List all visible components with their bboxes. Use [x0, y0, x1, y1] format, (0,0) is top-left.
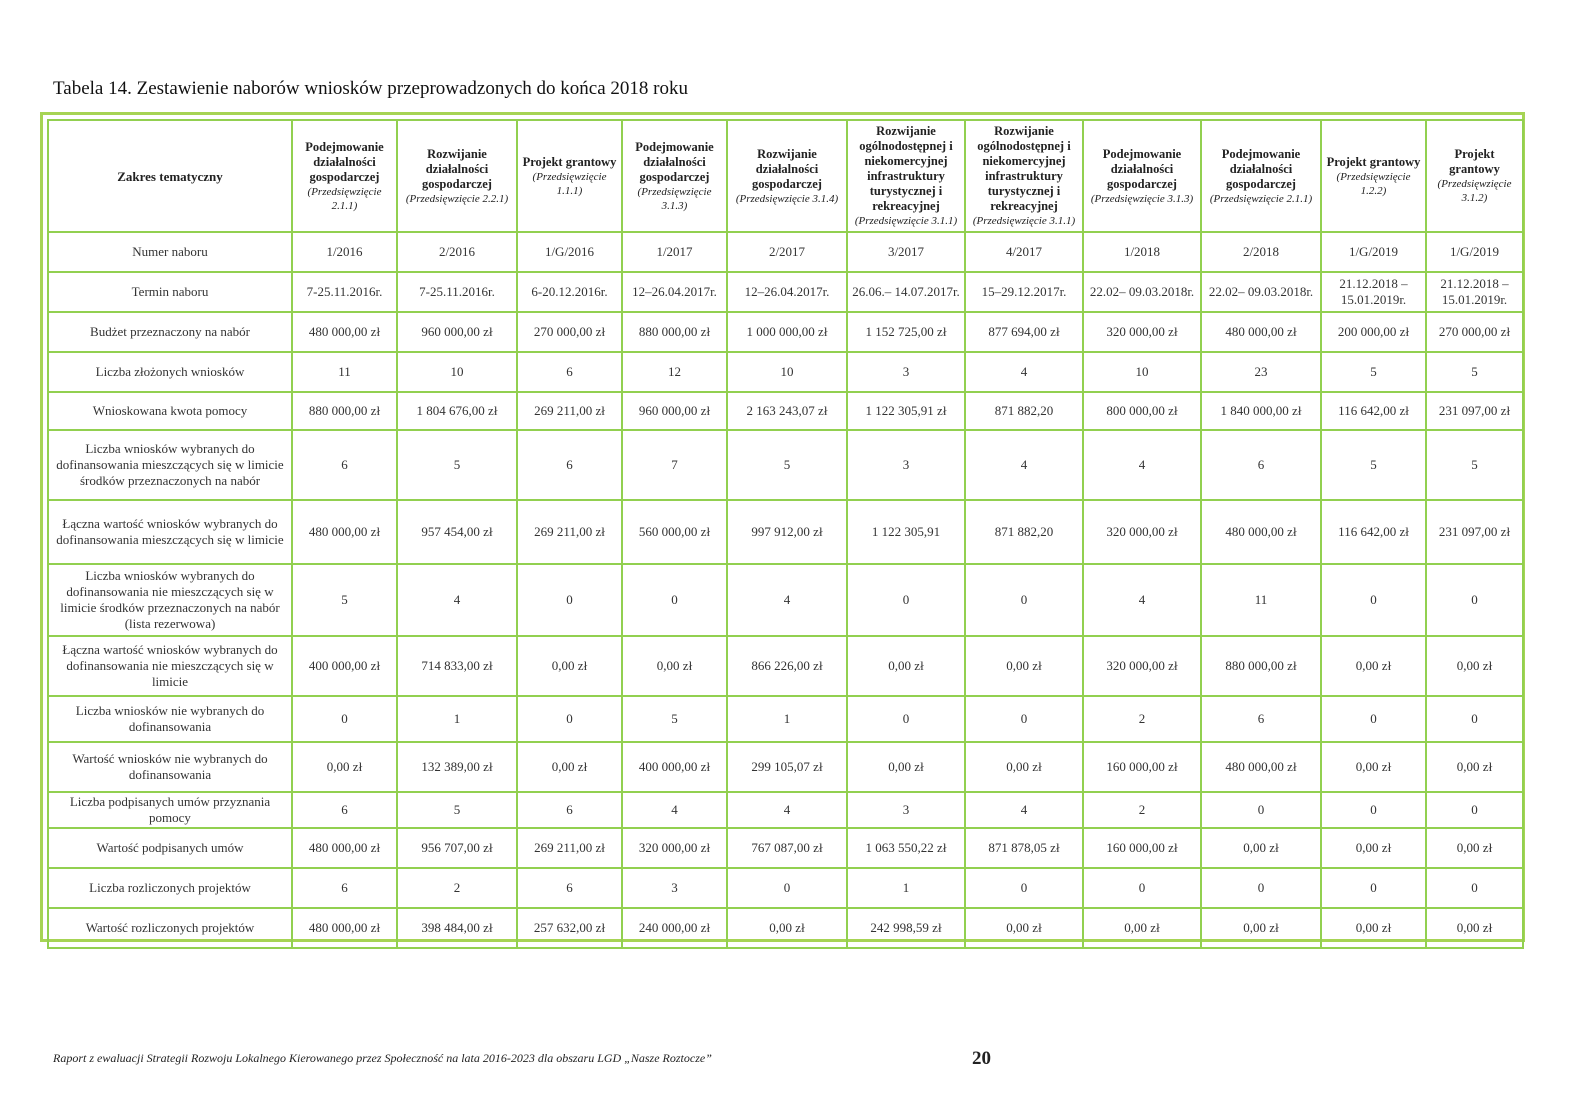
column-header: [292, 120, 397, 232]
column-header-title: Podejmowanie działalności gospodarczej: [1221, 146, 1301, 191]
column-header-title: Rozwijanie działalności gospodarczej: [422, 146, 492, 191]
table-cell: 5: [1321, 430, 1426, 500]
table-cell: 0: [1426, 868, 1523, 908]
table-cell: 5: [1426, 430, 1523, 500]
table-cell: 0: [1426, 564, 1523, 636]
table-row: [48, 908, 1523, 948]
table-cell: 0: [1321, 792, 1426, 828]
table-cell: 956 707,00 zł: [397, 828, 517, 868]
column-header: [517, 120, 622, 232]
table-cell: 11: [1201, 564, 1321, 636]
table-cell: 880 000,00 zł: [292, 392, 397, 430]
table-cell: 5: [397, 430, 517, 500]
table-cell: 6: [517, 430, 622, 500]
table-cell: 21.12.2018 – 15.01.2019r.: [1426, 272, 1523, 312]
table-cell: 116 642,00 zł: [1321, 392, 1426, 430]
table-cell: 0: [965, 868, 1083, 908]
table-cell: 1 804 676,00 zł: [397, 392, 517, 430]
row-label: Numer naboru: [48, 232, 292, 272]
table-row: [48, 392, 1523, 430]
table-cell: 957 454,00 zł: [397, 500, 517, 564]
table-cell: 299 105,07 zł: [727, 742, 847, 792]
table-cell: 767 087,00 zł: [727, 828, 847, 868]
table-cell: 1 122 305,91 zł: [847, 392, 965, 430]
table-cell: 7: [622, 430, 727, 500]
table-cell: 2/2016: [397, 232, 517, 272]
table-cell: 200 000,00 zł: [1321, 312, 1426, 352]
table-cell: 1 122 305,91: [847, 500, 965, 564]
table-row: [48, 272, 1523, 312]
table-row: [48, 352, 1523, 392]
table-cell: 880 000,00 zł: [622, 312, 727, 352]
table-cell: 0: [1083, 868, 1201, 908]
table-cell: 0,00 zł: [847, 742, 965, 792]
table-cell: 800 000,00 zł: [1083, 392, 1201, 430]
table-cell: 4: [1083, 430, 1201, 500]
table-cell: 0,00 zł: [1426, 742, 1523, 792]
table-cell: 871 882,20: [965, 500, 1083, 564]
table-cell: 320 000,00 zł: [1083, 636, 1201, 696]
table-cell: 480 000,00 zł: [292, 500, 397, 564]
table-cell: 880 000,00 zł: [1201, 636, 1321, 696]
table-cell: 0: [1321, 696, 1426, 742]
table-cell: 0,00 zł: [727, 908, 847, 948]
table-cell: 0,00 zł: [1321, 908, 1426, 948]
table-cell: 400 000,00 zł: [622, 742, 727, 792]
table-cell: 5: [727, 430, 847, 500]
table-cell: 132 389,00 zł: [397, 742, 517, 792]
table-cell: 0,00 zł: [517, 742, 622, 792]
table-cell: 12–26.04.2017r.: [727, 272, 847, 312]
table-row: [48, 696, 1523, 742]
recruitment-table: [47, 119, 1524, 949]
table-caption: Tabela 14. Zestawienie naborów wniosków przeprowadzonych do końca 2018 roku: [53, 78, 688, 99]
table-cell: 269 211,00 zł: [517, 500, 622, 564]
table-cell: 10: [1083, 352, 1201, 392]
table-row: [48, 868, 1523, 908]
table-cell: 2/2018: [1201, 232, 1321, 272]
table-cell: 871 882,20: [965, 392, 1083, 430]
table-cell: 997 912,00 zł: [727, 500, 847, 564]
table-cell: 4: [622, 792, 727, 828]
table-cell: 5: [397, 792, 517, 828]
table-cell: 12: [622, 352, 727, 392]
table-cell: 242 998,59 zł: [847, 908, 965, 948]
table-cell: 1/G/2016: [517, 232, 622, 272]
table-cell: 6: [1201, 430, 1321, 500]
table-cell: 0,00 zł: [1201, 828, 1321, 868]
column-header-subtitle: (Przedsięwzięcie 3.1.1): [854, 215, 958, 227]
row-label: Wnioskowana kwota pomocy: [48, 392, 292, 430]
table-cell: 2 163 243,07 zł: [727, 392, 847, 430]
table-cell: 1 152 725,00 zł: [847, 312, 965, 352]
column-header-subtitle: (Przedsięwzięcie 3.1.4): [735, 192, 839, 205]
row-label: Liczba wniosków wybranych do dofinansowania mieszczących się w limicie środków przeznaczonych na nabór: [48, 430, 292, 500]
table-cell: 22.02– 09.03.2018r.: [1083, 272, 1201, 312]
header-row: [48, 120, 1523, 232]
table-cell: 0,00 zł: [1426, 828, 1523, 868]
table-cell: 231 097,00 zł: [1426, 392, 1523, 430]
table-cell: 7-25.11.2016r.: [397, 272, 517, 312]
table-cell: 877 694,00 zł: [965, 312, 1083, 352]
table-cell: 0: [847, 564, 965, 636]
row-label: Termin naboru: [48, 272, 292, 312]
column-header: [965, 120, 1083, 232]
table-cell: 0,00 zł: [517, 636, 622, 696]
table-cell: 871 878,05 zł: [965, 828, 1083, 868]
page-number: 20: [972, 1048, 991, 1069]
table-cell: 2/2017: [727, 232, 847, 272]
table-cell: 3/2017: [847, 232, 965, 272]
column-header: [622, 120, 727, 232]
table-cell: 960 000,00 zł: [397, 312, 517, 352]
table-cell: 0: [965, 696, 1083, 742]
table-row: [48, 500, 1523, 564]
table-cell: 6: [517, 352, 622, 392]
table-cell: 480 000,00 zł: [1201, 312, 1321, 352]
column-header-title: Projekt grantowy: [522, 154, 617, 169]
table-row: [48, 430, 1523, 500]
table-cell: 398 484,00 zł: [397, 908, 517, 948]
column-header: [727, 120, 847, 232]
table-frame: [40, 112, 1525, 942]
column-header-title: Rozwijanie ogólnodostępnej i niekomercyjnej infrastruktury turystycznej i rekreacyjnej: [859, 124, 953, 213]
table-row: [48, 742, 1523, 792]
table-cell: 320 000,00 zł: [1083, 312, 1201, 352]
table-cell: 1/G/2019: [1321, 232, 1426, 272]
table-cell: 0,00 zł: [1321, 828, 1426, 868]
table-cell: 0: [847, 696, 965, 742]
table-row: [48, 564, 1523, 636]
table-cell: 0,00 zł: [1426, 636, 1523, 696]
table-cell: 240 000,00 zł: [622, 908, 727, 948]
table-cell: 1/2016: [292, 232, 397, 272]
column-header-title: Podejmowanie działalności gospodarczej: [1102, 146, 1182, 191]
table-cell: 3: [847, 352, 965, 392]
table-cell: 1: [397, 696, 517, 742]
table-row: [48, 792, 1523, 828]
column-header-title: Rozwijanie ogólnodostępnej i niekomercyjnej infrastruktury turystycznej i rekreacyjnej: [977, 124, 1071, 213]
table-cell: 0: [622, 564, 727, 636]
table-cell: 4: [397, 564, 517, 636]
column-header-title: Podejmowanie działalności gospodarczej: [305, 139, 384, 184]
column-header: [847, 120, 965, 232]
table-cell: 1: [847, 868, 965, 908]
table-cell: 0: [1201, 792, 1321, 828]
row-label: Budżet przeznaczony na nabór: [48, 312, 292, 352]
column-header: [1426, 120, 1523, 232]
column-header-subtitle: (Przedsięwzięcie 3.1.2): [1437, 178, 1512, 204]
table-cell: 6: [517, 868, 622, 908]
table-cell: 6: [1201, 696, 1321, 742]
table-cell: 0: [965, 564, 1083, 636]
table-cell: 160 000,00 zł: [1083, 742, 1201, 792]
table-cell: 26.06.– 14.07.2017r.: [847, 272, 965, 312]
table-cell: 480 000,00 zł: [1201, 500, 1321, 564]
table-cell: 5: [1426, 352, 1523, 392]
table-cell: 1 063 550,22 zł: [847, 828, 965, 868]
table-row: [48, 636, 1523, 696]
table-cell: 4/2017: [965, 232, 1083, 272]
table-cell: 0: [292, 696, 397, 742]
column-header-title: Rozwijanie działalności gospodarczej: [752, 146, 822, 191]
table-cell: 0: [517, 564, 622, 636]
column-header: [397, 120, 517, 232]
row-label: Wartość wniosków nie wybranych do dofinansowania: [48, 742, 292, 792]
table-cell: 0,00 zł: [1201, 908, 1321, 948]
table-cell: 3: [847, 430, 965, 500]
table-cell: 270 000,00 zł: [1426, 312, 1523, 352]
table-cell: 6: [292, 792, 397, 828]
table-cell: 0,00 zł: [292, 742, 397, 792]
table-cell: 560 000,00 zł: [622, 500, 727, 564]
column-header-zakres: Zakres tematyczny: [48, 120, 292, 232]
table-cell: 3: [847, 792, 965, 828]
table-cell: 0: [517, 696, 622, 742]
table-cell: 23: [1201, 352, 1321, 392]
table-cell: 257 632,00 zł: [517, 908, 622, 948]
table-cell: 21.12.2018 – 15.01.2019r.: [1321, 272, 1426, 312]
table-cell: 5: [292, 564, 397, 636]
row-label: Łączna wartość wniosków wybranych do dofinansowania mieszczących się w limicie: [48, 500, 292, 564]
column-header-title: Projekt grantowy: [1449, 147, 1500, 176]
table-cell: 269 211,00 zł: [517, 392, 622, 430]
table-body: [48, 232, 1523, 948]
table-cell: 0,00 zł: [622, 636, 727, 696]
column-header-subtitle: (Przedsięwzięcie 2.1.1): [307, 185, 382, 212]
table-cell: 269 211,00 zł: [517, 828, 622, 868]
table-cell: 160 000,00 zł: [1083, 828, 1201, 868]
table-cell: 4: [965, 792, 1083, 828]
table-cell: 231 097,00 zł: [1426, 500, 1523, 564]
table-cell: 6: [517, 792, 622, 828]
table-cell: 866 226,00 zł: [727, 636, 847, 696]
table-cell: 1/G/2019: [1426, 232, 1523, 272]
table-row: [48, 232, 1523, 272]
table-cell: 4: [727, 564, 847, 636]
table-cell: 22.02– 09.03.2018r.: [1201, 272, 1321, 312]
table-cell: 4: [965, 430, 1083, 500]
table-cell: 1 000 000,00 zł: [727, 312, 847, 352]
table-cell: 400 000,00 zł: [292, 636, 397, 696]
row-label: Wartość rozliczonych projektów: [48, 908, 292, 948]
table-cell: 0,00 zł: [1426, 908, 1523, 948]
column-header: [1083, 120, 1201, 232]
table-cell: 2: [1083, 696, 1201, 742]
row-label: Liczba wniosków nie wybranych do dofinansowania: [48, 696, 292, 742]
column-header-subtitle: (Przedsięwzięcie 1.1.1): [532, 170, 607, 197]
table-cell: 270 000,00 zł: [517, 312, 622, 352]
table-cell: 0,00 zł: [965, 636, 1083, 696]
table-cell: 480 000,00 zł: [292, 828, 397, 868]
table-cell: 0,00 zł: [965, 742, 1083, 792]
column-header: [1201, 120, 1321, 232]
table-cell: 0,00 zł: [1083, 908, 1201, 948]
table-cell: 10: [397, 352, 517, 392]
column-header-subtitle: (Przedsięwzięcie 3.1.3): [1090, 192, 1194, 205]
table-cell: 1 840 000,00 zł: [1201, 392, 1321, 430]
table-cell: 0: [1321, 868, 1426, 908]
table-cell: 4: [1083, 564, 1201, 636]
table-cell: 0,00 zł: [1321, 636, 1426, 696]
table-cell: 4: [965, 352, 1083, 392]
table-cell: 11: [292, 352, 397, 392]
table-cell: 6-20.12.2016r.: [517, 272, 622, 312]
table-cell: 1: [727, 696, 847, 742]
row-label: Wartość podpisanych umów: [48, 828, 292, 868]
column-header-title: Projekt grantowy: [1326, 154, 1421, 169]
table-cell: 0,00 zł: [965, 908, 1083, 948]
table-cell: 0: [727, 868, 847, 908]
table-cell: 4: [727, 792, 847, 828]
table-cell: 3: [622, 868, 727, 908]
table-cell: 5: [622, 696, 727, 742]
row-label: Łączna wartość wniosków wybranych do dofinansowania nie mieszczących się w limicie: [48, 636, 292, 696]
table-cell: 0: [1426, 792, 1523, 828]
table-cell: 0: [1201, 868, 1321, 908]
table-row: [48, 312, 1523, 352]
table-cell: 960 000,00 zł: [622, 392, 727, 430]
row-label: Liczba podpisanych umów przyznania pomocy: [48, 792, 292, 828]
table-cell: 116 642,00 zł: [1321, 500, 1426, 564]
table-cell: 5: [1321, 352, 1426, 392]
table-cell: 1/2018: [1083, 232, 1201, 272]
table-cell: 15–29.12.2017r.: [965, 272, 1083, 312]
column-header-title: Podejmowanie działalności gospodarczej: [635, 139, 714, 184]
table-cell: 480 000,00 zł: [292, 312, 397, 352]
column-header: [1321, 120, 1426, 232]
table-cell: 10: [727, 352, 847, 392]
table-cell: 320 000,00 zł: [1083, 500, 1201, 564]
table-row: [48, 828, 1523, 868]
row-label: Liczba złożonych wniosków: [48, 352, 292, 392]
column-header-subtitle: (Przedsięwzięcie 3.1.3): [637, 185, 712, 212]
table-cell: 480 000,00 zł: [1201, 742, 1321, 792]
table-cell: 0: [1321, 564, 1426, 636]
column-header-subtitle: (Przedsięwzięcie 3.1.1): [972, 215, 1076, 227]
row-label: Liczba rozliczonych projektów: [48, 868, 292, 908]
table-cell: 0,00 zł: [1321, 742, 1426, 792]
column-header-subtitle: (Przedsięwzięcie 1.2.2): [1336, 170, 1411, 197]
table-cell: 0,00 zł: [847, 636, 965, 696]
table-cell: 0: [1426, 696, 1523, 742]
row-label: Liczba wniosków wybranych do dofinansowania nie mieszczących się w limicie środków przeznaczonych na nabór (lista rezerwowa): [48, 564, 292, 636]
table-cell: 320 000,00 zł: [622, 828, 727, 868]
table-cell: 2: [397, 868, 517, 908]
table-cell: 7-25.11.2016r.: [292, 272, 397, 312]
table-cell: 480 000,00 zł: [292, 908, 397, 948]
table-cell: 714 833,00 zł: [397, 636, 517, 696]
column-header-subtitle: (Przedsięwzięcie 2.2.1): [405, 192, 509, 205]
column-header-subtitle: (Przedsięwzięcie 2.1.1): [1209, 192, 1313, 205]
table-cell: 1/2017: [622, 232, 727, 272]
table-cell: 6: [292, 430, 397, 500]
table-cell: 12–26.04.2017r.: [622, 272, 727, 312]
table-cell: 2: [1083, 792, 1201, 828]
table-cell: 6: [292, 868, 397, 908]
footer-report-title: Raport z ewaluacji Strategii Rozwoju Lokalnego Kierowanego przez Społeczność na lata 2016-2023 dla obszaru LGD „Nasze Roztocze”: [53, 1051, 712, 1065]
